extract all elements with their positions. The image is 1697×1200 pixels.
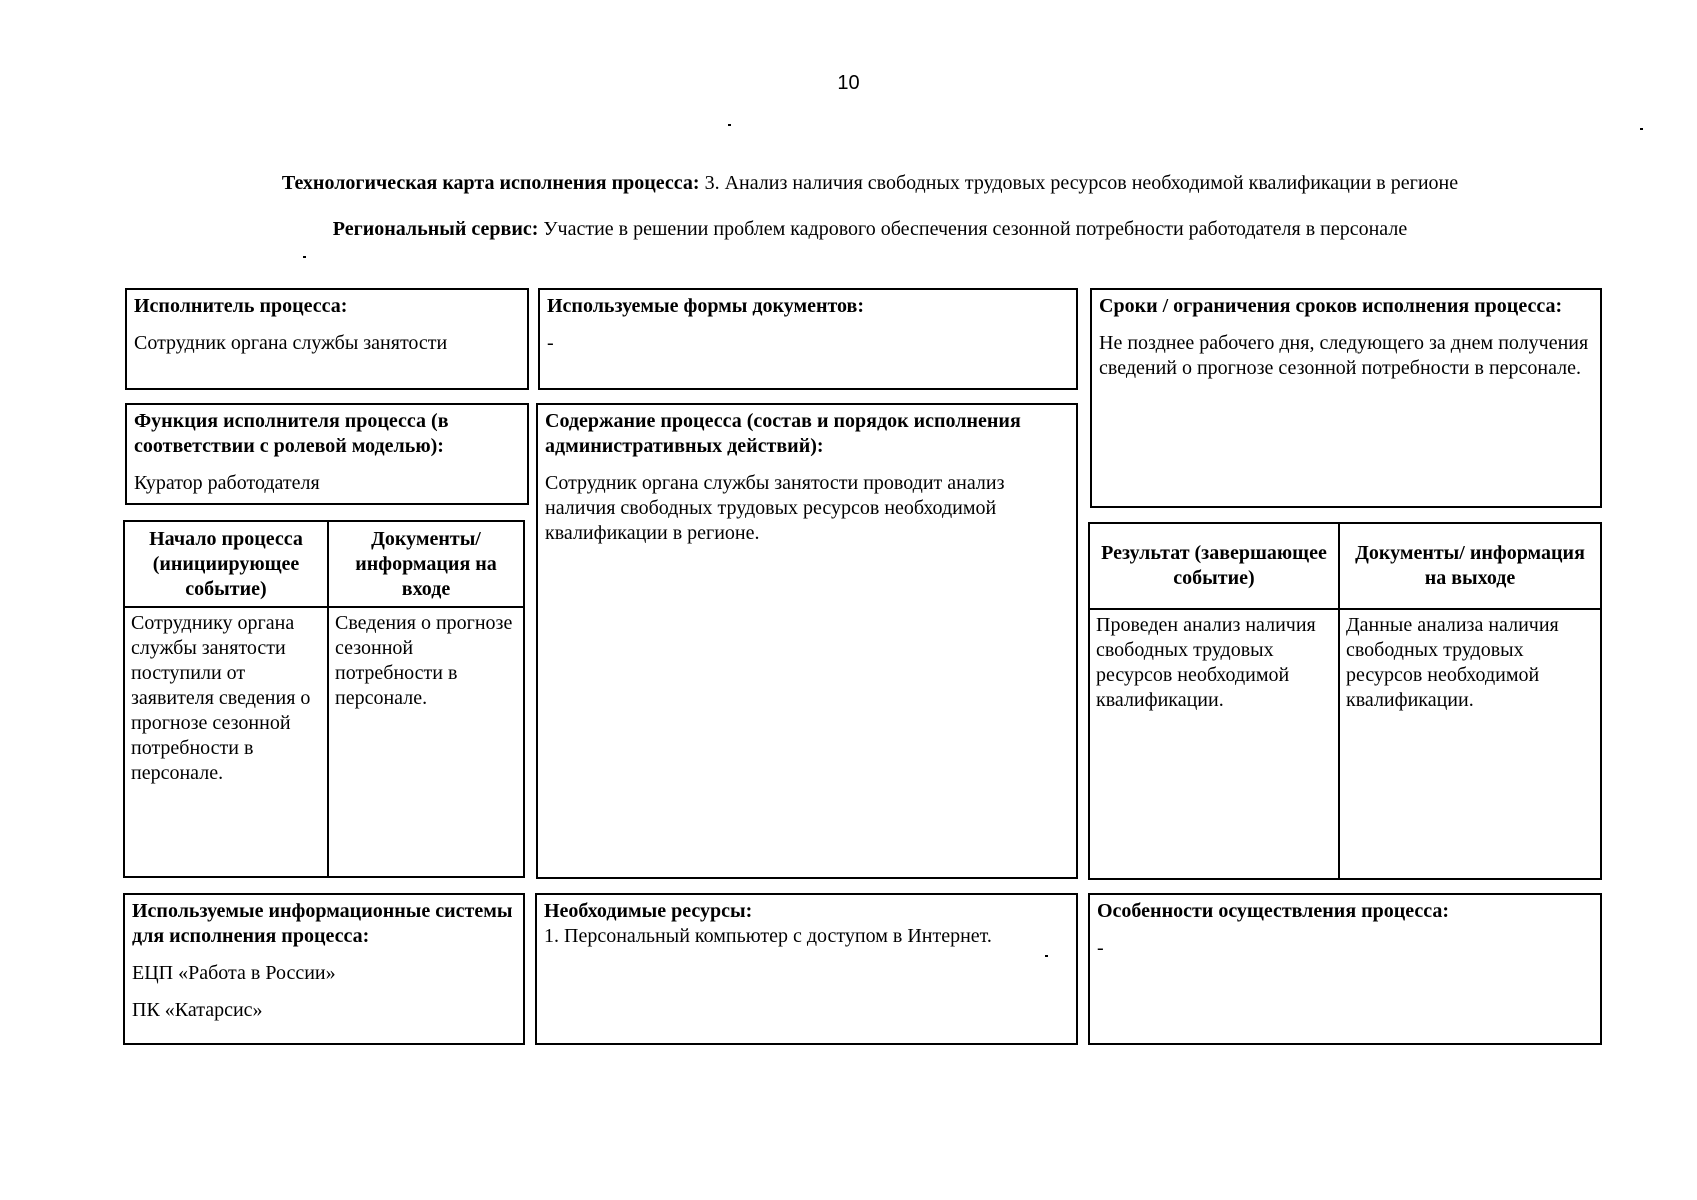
- info-systems-label: Используемые информационные системы для исполнения процесса:: [132, 900, 513, 947]
- deadlines-box: [1090, 288, 1602, 508]
- resources-box: [535, 893, 1078, 1045]
- scan-speck: [728, 124, 731, 126]
- content-value: Сотрудник органа службы занятости проводит анализ наличия свободных трудовых ресурсов необходимой квалификации в регионе.: [545, 472, 1005, 544]
- process-heading-label: Технологическая карта исполнения процесса:: [281, 172, 700, 194]
- start-event-header: Начало процесса (инициирующее событие): [124, 521, 328, 607]
- scan-speck: [303, 256, 306, 258]
- function-value: Куратор работодателя: [134, 472, 320, 494]
- executor-value: Сотрудник органа службы занятости: [134, 332, 448, 354]
- start-event-cell: Сотруднику органа службы занятости поступили от заявителя сведения о прогнозе сезонной потребности в персонале.: [124, 607, 328, 877]
- executor-label: Исполнитель процесса:: [134, 295, 348, 317]
- function-box: [125, 403, 529, 505]
- features-value: -: [1097, 937, 1104, 959]
- deadlines-label: Сроки / ограничения сроков исполнения процесса:: [1099, 295, 1563, 317]
- features-label: Особенности осуществления процесса:: [1097, 900, 1450, 922]
- process-heading: [0, 172, 1697, 195]
- content-label: Содержание процесса (состав и порядок исполнения административных действий):: [545, 410, 1021, 457]
- scan-speck: [1045, 955, 1048, 957]
- page-number: 10: [837, 72, 860, 94]
- forms-label: Используемые формы документов:: [547, 295, 865, 317]
- result-event-header: Результат (завершающее событие): [1089, 523, 1339, 609]
- content-box: [536, 403, 1078, 879]
- process-heading-value: 3. Анализ наличия свободных трудовых ресурсов необходимой квалификации в регионе: [704, 172, 1459, 194]
- executor-box: [125, 288, 529, 390]
- info-system-item: ПК «Катарсис»: [132, 999, 263, 1021]
- output-docs-cell: Данные анализа наличия свободных трудовых ресурсов необходимой квалификации.: [1339, 609, 1601, 879]
- features-box: [1088, 893, 1602, 1045]
- scan-speck: [1640, 128, 1643, 130]
- info-system-item: ЕЦП «Работа в России»: [132, 962, 336, 984]
- service-heading-label: Региональный сервис:: [332, 218, 539, 240]
- input-docs-header: Документы/ информация на входе: [328, 521, 524, 607]
- forms-value: -: [547, 332, 554, 354]
- input-docs-cell: Сведения о прогнозе сезонной потребности в персонале.: [328, 607, 524, 877]
- forms-box: [538, 288, 1078, 390]
- resources-label: Необходимые ресурсы:: [544, 900, 753, 922]
- start-table: [123, 520, 525, 878]
- result-table: [1088, 522, 1602, 880]
- output-docs-header: Документы/ информация на выходе: [1339, 523, 1601, 609]
- function-label: Функция исполнителя процесса (в соответствии с ролевой моделью):: [134, 410, 449, 457]
- service-heading: [0, 218, 1697, 241]
- result-event-cell: Проведен анализ наличия свободных трудовых ресурсов необходимой квалификации.: [1089, 609, 1339, 879]
- resources-value: 1. Персональный компьютер с доступом в Интернет.: [544, 925, 992, 947]
- deadlines-value: Не позднее рабочего дня, следующего за днем получения сведений о прогнозе сезонной потребности в персонале.: [1099, 332, 1589, 379]
- service-heading-value: Участие в решении проблем кадрового обеспечения сезонной потребности работодателя в персонале: [543, 218, 1408, 240]
- info-systems-box: [123, 893, 525, 1045]
